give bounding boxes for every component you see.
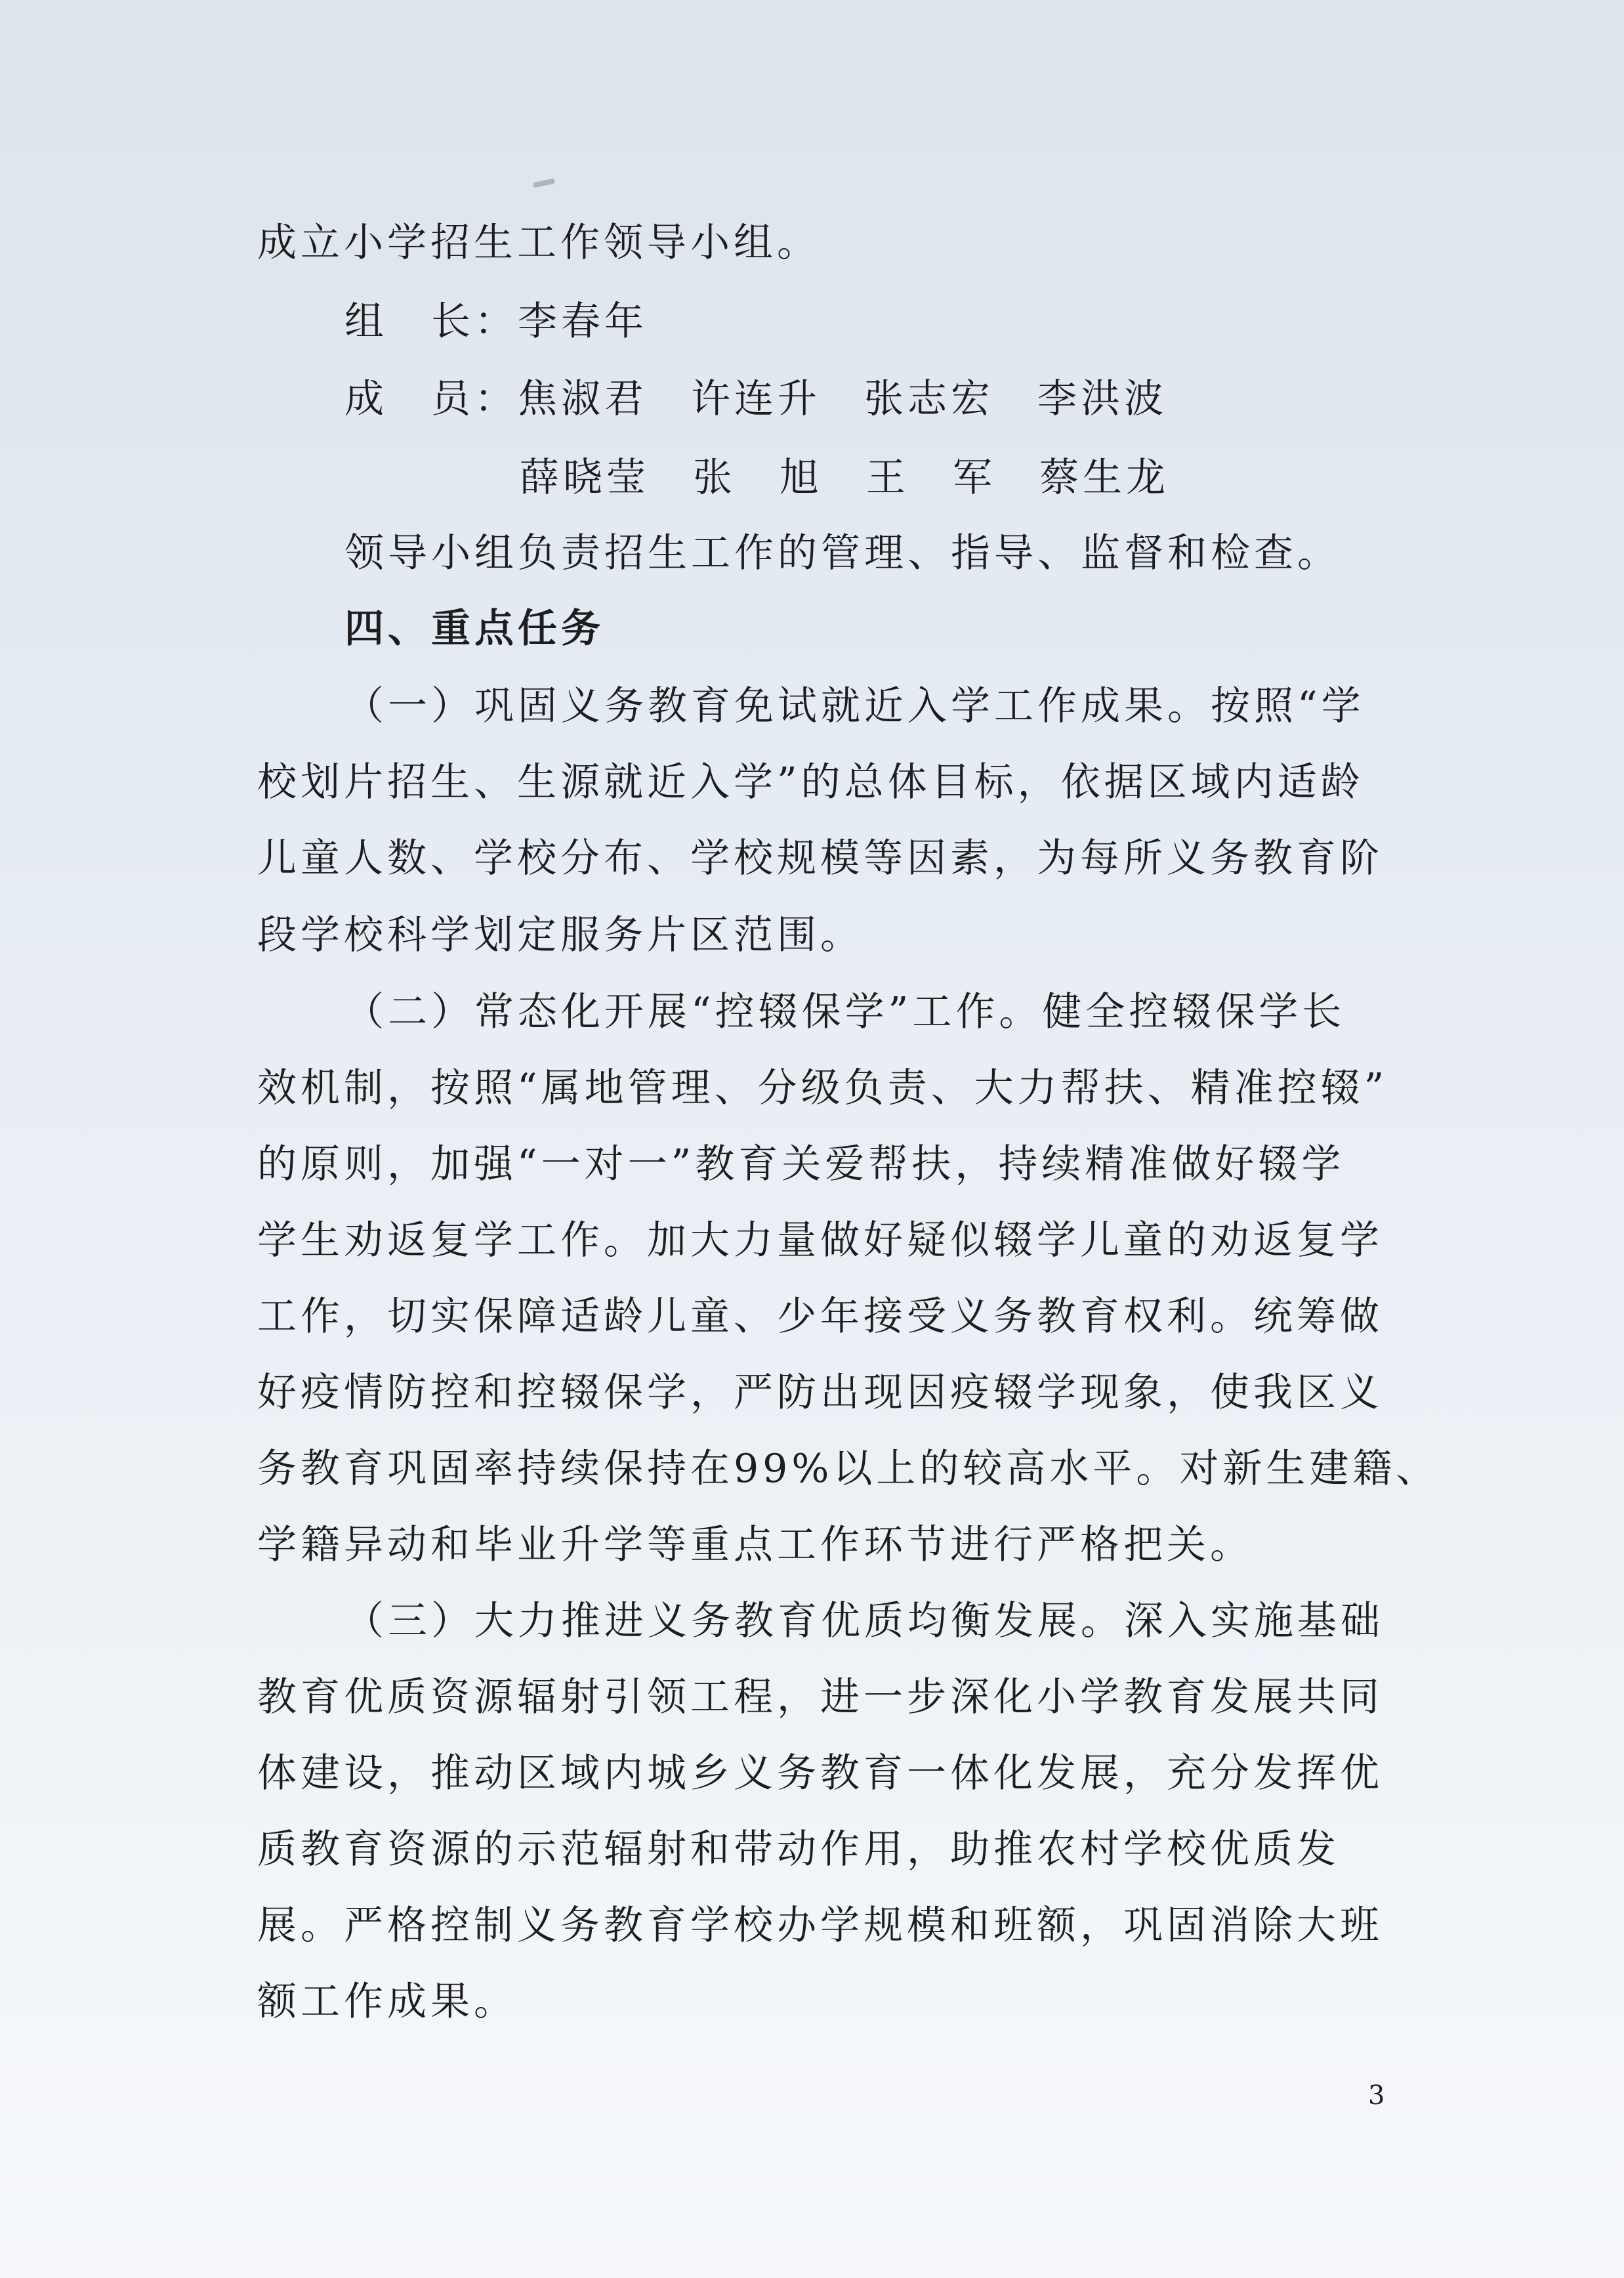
line-8: 校划片招生、生源就近入学”的总体目标，依据区域内适龄 bbox=[257, 759, 1364, 805]
line-2-group-leader: 组 长：李春年 bbox=[344, 299, 648, 345]
line-12: 效机制，按照“属地管理、分级负责、大力帮扶、精准控辍” bbox=[257, 1065, 1388, 1111]
line-9: 儿童人数、学校分布、学校规模等因素，为每所义务教育阶 bbox=[257, 835, 1383, 881]
line-24: 额工作成果。 bbox=[257, 1979, 517, 2025]
line-14: 学生劝返复学工作。加大力量做好疑似辍学儿童的劝返复学 bbox=[257, 1217, 1383, 1263]
line-1: 成立小学招生工作领导小组。 bbox=[257, 220, 820, 266]
line-13: 的原则，加强“一对一”教育关爱帮扶，持续精准做好辍学 bbox=[257, 1141, 1345, 1187]
line-7: （一）巩固义务教育免试就近入学工作成果。按照“学 bbox=[344, 683, 1365, 729]
line-10: 段学校科学划定服务片区范围。 bbox=[257, 912, 864, 958]
line-11: （二）常态化开展“控辍保学”工作。健全控辍保学长 bbox=[344, 989, 1346, 1035]
page-number: 3 bbox=[1368, 2080, 1385, 2111]
line-16: 好疫情防控和控辍保学，严防出现因疫辍学现象，使我区义 bbox=[257, 1370, 1383, 1416]
line-18: 学籍异动和毕业升学等重点工作环节进行严格把关。 bbox=[257, 1522, 1253, 1568]
line-4-members-cont: 薛晓莹 张 旭 王 军 蔡生龙 bbox=[520, 455, 1169, 501]
line-3-members: 成 员：焦淑君 许连升 张志宏 李洪波 bbox=[344, 376, 1167, 422]
line-20: 教育优质资源辐射引领工程，进一步深化小学教育发展共同 bbox=[257, 1674, 1383, 1720]
line-22: 质教育资源的示范辐射和带动作用，助推农村学校优质发 bbox=[257, 1826, 1340, 1872]
line-23: 展。严格控制义务教育学校办学规模和班额，巩固消除大班 bbox=[257, 1903, 1383, 1949]
section-heading: 四、重点任务 bbox=[344, 606, 604, 652]
line-5: 领导小组负责招生工作的管理、指导、监督和检查。 bbox=[344, 530, 1341, 576]
line-21: 体建设，推动区域内城乡义务教育一体化发展，充分发挥优 bbox=[257, 1750, 1383, 1796]
line-15: 工作，切实保障适龄儿童、少年接受义务教育权利。统筹做 bbox=[257, 1294, 1383, 1339]
line-17: 务教育巩固率持续保持在99%以上的较高水平。对新生建籍、 bbox=[257, 1446, 1440, 1492]
line-19: （三）大力推进义务教育优质均衡发展。深入实施基础 bbox=[344, 1598, 1384, 1644]
scan-speck bbox=[533, 179, 556, 188]
